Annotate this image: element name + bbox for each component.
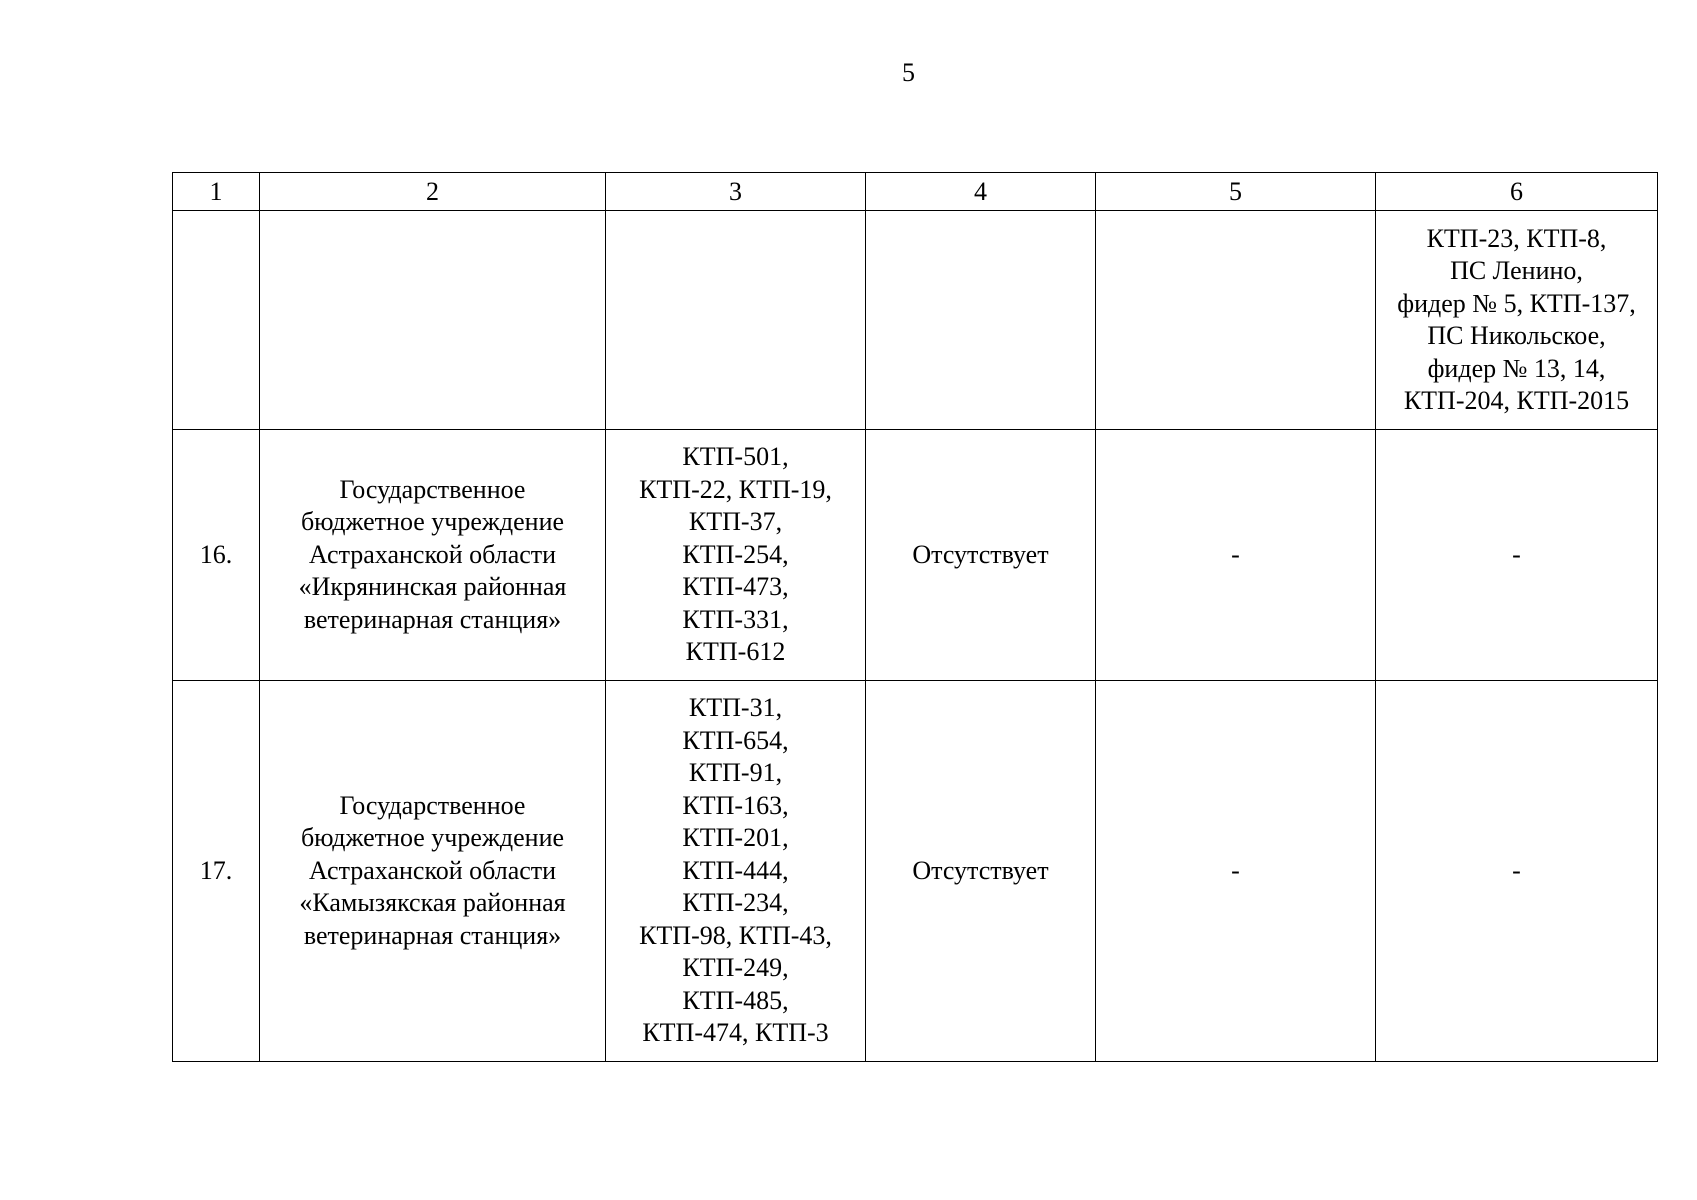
column-4-cell: Отсутствует [866, 430, 1096, 681]
table-row [173, 681, 1658, 1062]
column-5-cell [1096, 211, 1376, 430]
column-4-cell [866, 211, 1096, 430]
page-number: 5 [902, 58, 915, 87]
table-row [173, 430, 1658, 681]
organization-cell [260, 211, 606, 430]
table-row [173, 211, 1658, 430]
data-table [172, 172, 1658, 1062]
row-number-cell: 17. [173, 681, 260, 1062]
column-6-cell: КТП-23, КТП-8, ПС Ленино, фидер № 5, КТП-137, ПС Никольское, фидер № 13, 14, КТП-204, КТП-2015 [1376, 211, 1658, 430]
column-6-cell: - [1376, 681, 1658, 1062]
header-cell: 1 [173, 173, 260, 211]
header-cell: 6 [1376, 173, 1658, 211]
organization-cell: Государственное бюджетное учреждение Астраханской области «Камызякская районная ветеринарная станция» [260, 681, 606, 1062]
substations-cell [606, 211, 866, 430]
column-5-cell: - [1096, 430, 1376, 681]
column-4-cell: Отсутствует [866, 681, 1096, 1062]
substations-cell: КТП-501, КТП-22, КТП-19, КТП-37, КТП-254, КТП-473, КТП-331, КТП-612 [606, 430, 866, 681]
header-cell: 3 [606, 173, 866, 211]
organization-cell: Государственное бюджетное учреждение Астраханской области «Икрянинская районная ветеринарная станция» [260, 430, 606, 681]
table-header-row [173, 173, 1658, 211]
column-6-cell: - [1376, 430, 1658, 681]
header-cell: 4 [866, 173, 1096, 211]
header-cell: 2 [260, 173, 606, 211]
header-cell: 5 [1096, 173, 1376, 211]
row-number-cell: 16. [173, 430, 260, 681]
row-number-cell [173, 211, 260, 430]
substations-cell: КТП-31, КТП-654, КТП-91, КТП-163, КТП-201, КТП-444, КТП-234, КТП-98, КТП-43, КТП-249, КТП-485, КТП-474, КТП-3 [606, 681, 866, 1062]
column-5-cell: - [1096, 681, 1376, 1062]
